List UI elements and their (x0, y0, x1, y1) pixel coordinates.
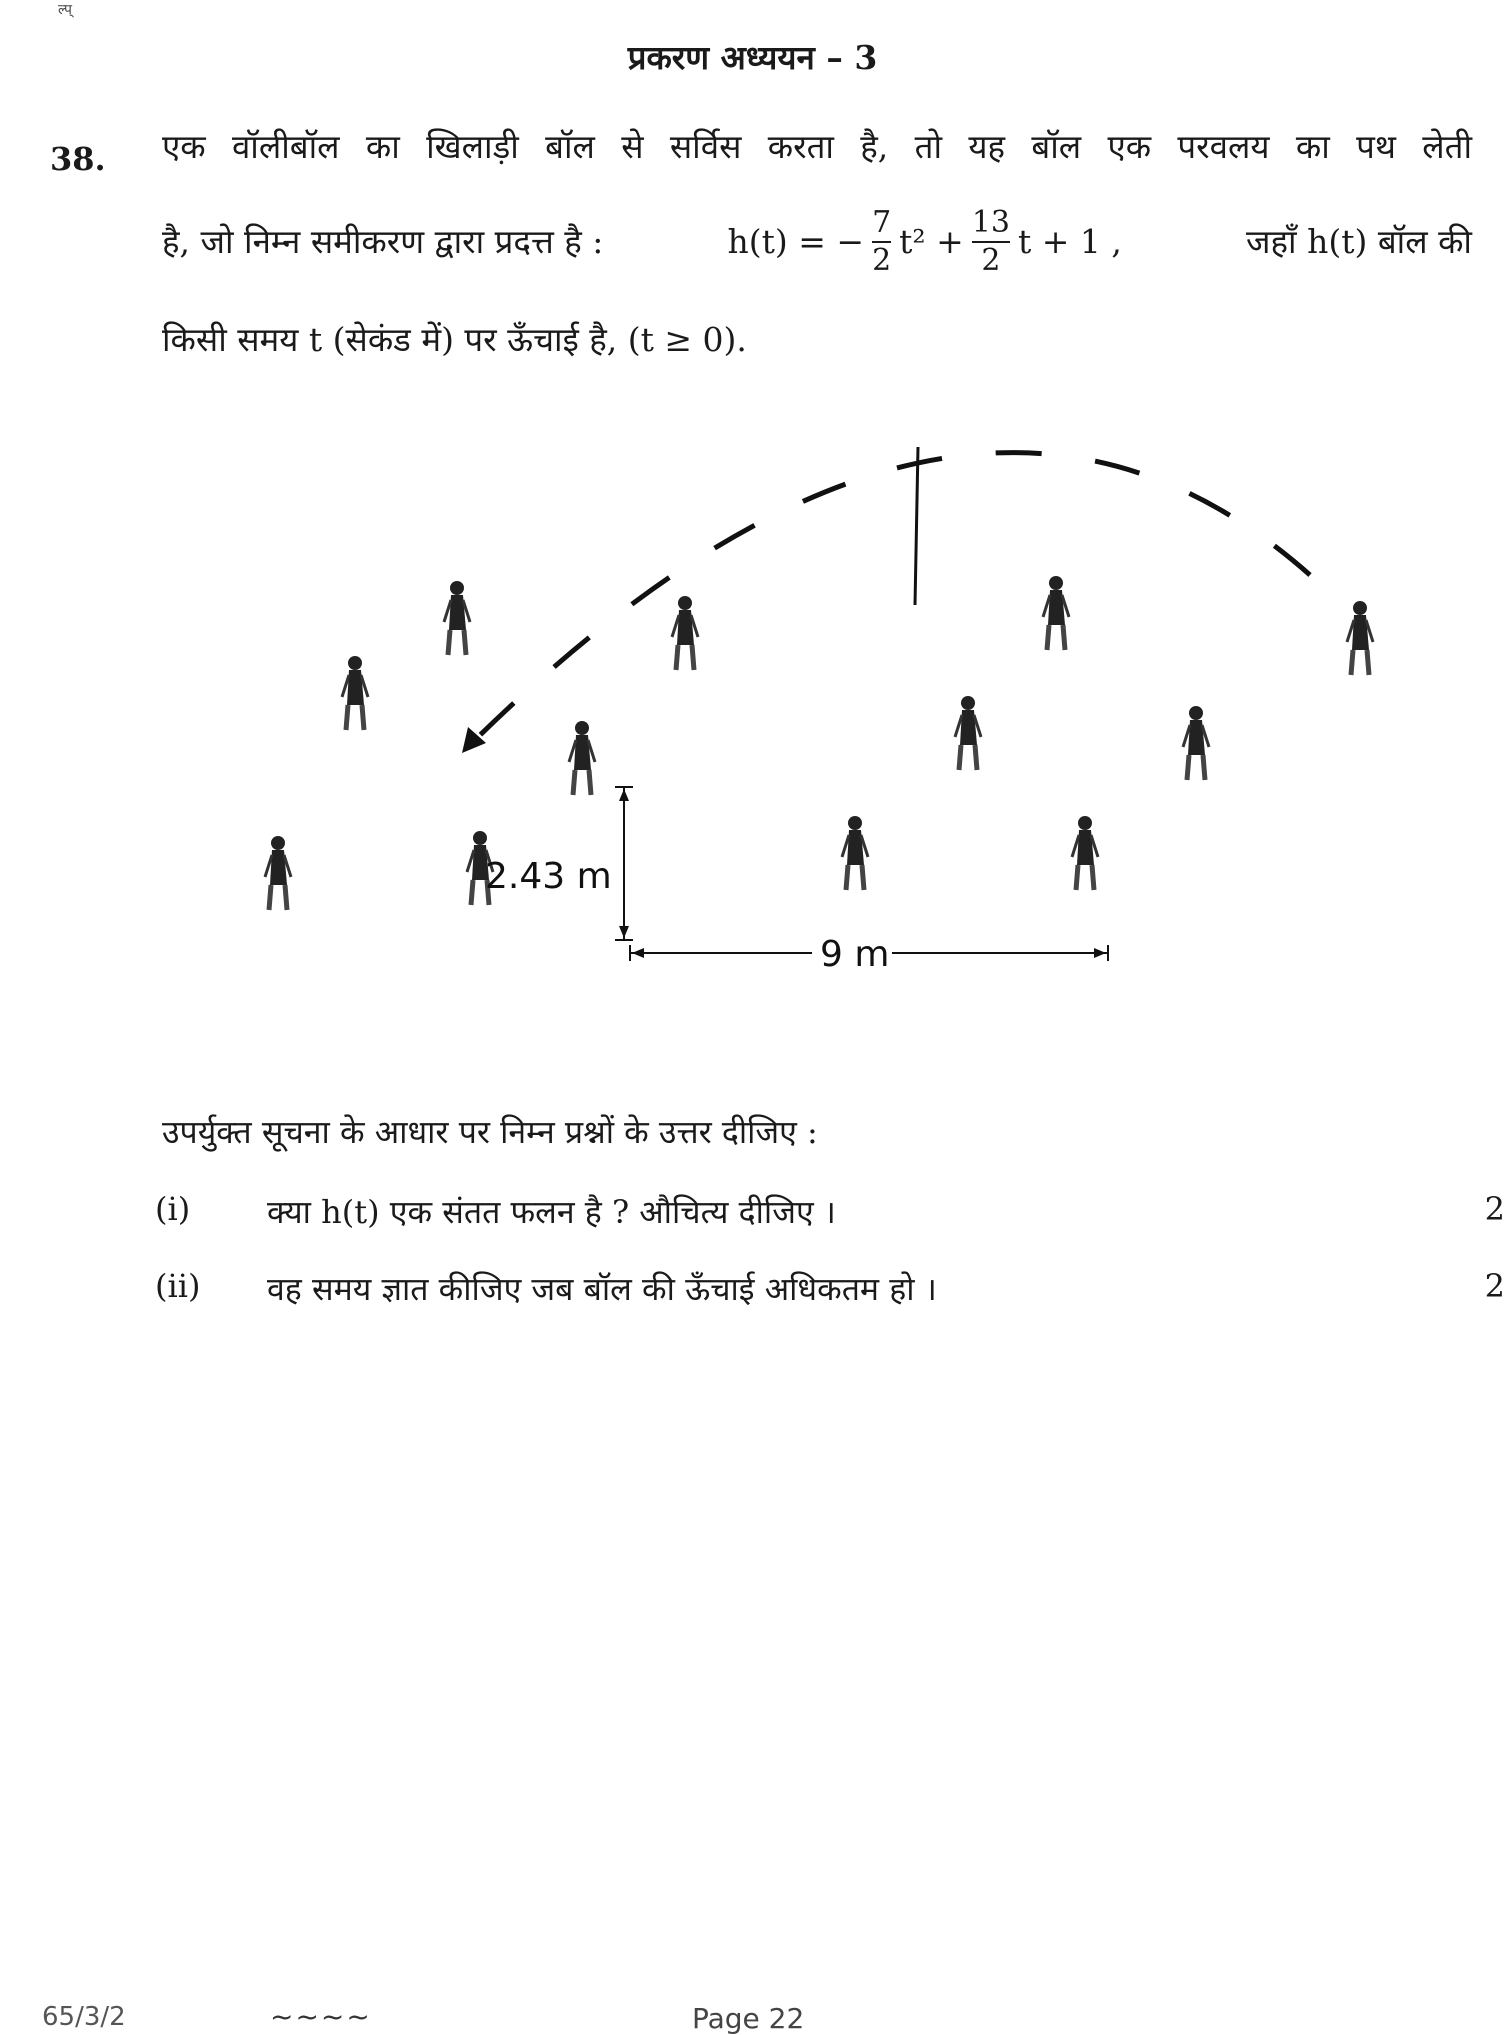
formula-term-1: t² + (899, 222, 964, 261)
ball-trajectory (475, 453, 1310, 740)
fraction-numerator: 7 (872, 205, 892, 240)
section-title: प्रकरण अध्ययन – 3 (627, 38, 878, 77)
paper-code: 65/3/2 (42, 2002, 126, 2032)
width-label: 9 m (820, 934, 890, 975)
subquestion-number: (i) (155, 1190, 191, 1228)
subquestion-text: वह समय ज्ञात कीजिए जब बॉल की ऊँचाई अधिकतम हो । (267, 1270, 937, 1308)
fraction-denominator: 2 (872, 243, 892, 278)
footer-mark: ~~~~ (270, 2000, 372, 2033)
height-label: 2.43 m (485, 856, 612, 897)
question-line-2 (162, 205, 1472, 279)
fraction-denominator: 2 (981, 243, 1001, 278)
question-number: 38. (50, 140, 106, 178)
subquestion-number: (ii) (155, 1267, 201, 1305)
question-line-2-start: है, जो निम्न समीकरण द्वारा प्रदत्त है : (162, 222, 604, 261)
fraction-7-2 (872, 205, 891, 279)
question-line-2-end: जहाँ h(t) बॉल की (1246, 222, 1472, 261)
player-figures (265, 576, 1373, 910)
subquestion-marks: 2 (1484, 1267, 1505, 1305)
corner-mark: ल्प् (58, 2, 72, 18)
net-post (915, 447, 918, 605)
subquestion-text: क्या h(t) एक संतत फलन है ? औचित्य दीजिए । (267, 1193, 836, 1231)
fraction-numerator: 13 (971, 205, 1010, 240)
volleyball-court-figure (230, 405, 1430, 1005)
question-line-3: किसी समय t (सेकंड में) पर ऊँचाई है, (t ≥ 0). (162, 320, 747, 359)
height-dimension (615, 787, 633, 940)
page-number: Page 22 (692, 2002, 805, 2035)
fraction-13-2 (972, 205, 1010, 279)
formula-term-2: t + 1 , (1018, 222, 1122, 261)
instruction-text: उपर्युक्त सूचना के आधार पर निम्न प्रश्नों के उत्तर दीजिए : (162, 1113, 818, 1151)
formula-lhs: h(t) = − (727, 222, 865, 261)
subquestion-marks: 2 (1484, 1190, 1505, 1228)
height-formula (728, 205, 1122, 279)
question-line-1: एक वॉलीबॉल का खिलाड़ी बॉल से सर्विस करता है, तो यह बॉल एक परवलय का पथ लेती (162, 127, 1472, 166)
